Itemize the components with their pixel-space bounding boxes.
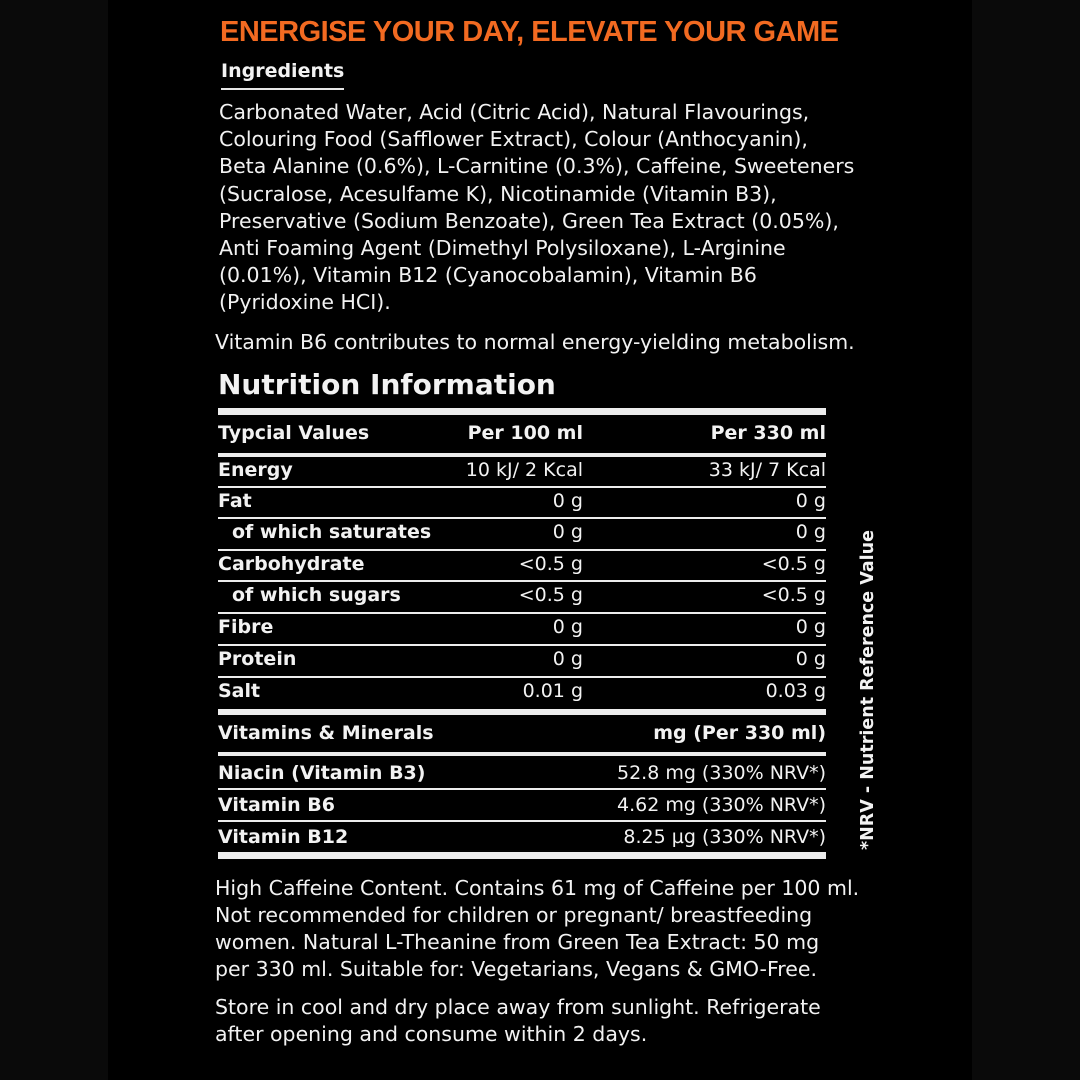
vitamin-row bbox=[218, 758, 826, 788]
row-per-330ml: <0.5 g bbox=[761, 553, 826, 575]
row-label: of which saturates bbox=[232, 521, 432, 543]
ingredients-title: Ingredients bbox=[221, 60, 344, 90]
ingredients-text: Carbonated Water, Acid (Citric Acid), Natural Flavourings, Colouring Food (Safflower Extract), Colour (Anthocyanin), Beta Alanine (0.6%), L-Carnitine (0.3%), Caffeine, Sweeteners (Sucralose, Acesulfame K), Nicotinamide (Vitamin B3), Preservative (Sodium Benzoate), Green Tea Extract (0.05%), Anti Foaming Agent (Dimethyl Polysiloxane), L-Arginine (0.01%), Vitamin B12 (Cyanocobalamin), Vitamin B6 (Pyridoxine HCI). bbox=[219, 100, 855, 315]
headline: ENERGISE YOUR DAY, ELEVATE YOUR GAME bbox=[220, 16, 839, 48]
nrv-footnote: *NRV - Nutrient Reference Value bbox=[858, 530, 878, 850]
header-label: Typcial Values bbox=[218, 422, 370, 444]
row-label: Energy bbox=[218, 459, 293, 481]
table-rule-top bbox=[218, 408, 826, 415]
row-per-100ml: 0 g bbox=[552, 490, 583, 512]
row-per-100ml: 0 g bbox=[552, 521, 583, 543]
row-per-330ml: 0 g bbox=[795, 521, 826, 543]
table-row bbox=[218, 612, 826, 642]
table-row bbox=[218, 455, 826, 485]
row-per-100ml: <0.5 g bbox=[518, 553, 583, 575]
table-row bbox=[218, 580, 826, 610]
row-per-330ml: 0 g bbox=[795, 616, 826, 638]
vitamin-label: Niacin (Vitamin B3) bbox=[218, 762, 426, 784]
table-row bbox=[218, 486, 826, 516]
row-label: Fibre bbox=[218, 616, 274, 638]
row-per-100ml: 0 g bbox=[552, 648, 583, 670]
vitamin-row bbox=[218, 822, 826, 852]
table-rule-thick bbox=[218, 709, 826, 715]
table-row bbox=[218, 549, 826, 579]
header-per-330ml: Per 330 ml bbox=[710, 422, 826, 444]
table-row bbox=[218, 644, 826, 674]
row-label: Fat bbox=[218, 490, 252, 512]
vitamin-label: Vitamin B6 bbox=[218, 794, 335, 816]
vitamin-row bbox=[218, 790, 826, 820]
table-rule-bottom bbox=[218, 852, 826, 859]
vitamin-value: 4.62 mg (330% NRV*) bbox=[616, 794, 826, 816]
vitamin-value: 8.25 µg (330% NRV*) bbox=[623, 826, 826, 848]
row-per-330ml: 0.03 g bbox=[765, 680, 826, 702]
row-per-330ml: 0 g bbox=[795, 490, 826, 512]
header-per-100ml: Per 100 ml bbox=[467, 422, 583, 444]
caffeine-warning: High Caffeine Content. Contains 61 mg of Caffeine per 100 ml. Not recommended for children or pregnant/ breastfeeding women. Natural L-Theanine from Green Tea Extract: 50 mg per 330 ml. Suitable for: Vegetarians, Vegans & GMO-Free. bbox=[215, 876, 860, 981]
row-per-100ml: 10 kJ/ 2 Kcal bbox=[465, 459, 583, 481]
table-rule bbox=[218, 752, 826, 756]
table-row bbox=[218, 517, 826, 547]
row-label: of which sugars bbox=[232, 584, 401, 606]
table-row bbox=[218, 676, 826, 706]
storage-instructions: Store in cool and dry place away from sunlight. Refrigerate after opening and consume within 2 days. bbox=[215, 995, 821, 1046]
row-label: Salt bbox=[218, 680, 261, 702]
vitamins-header-row bbox=[218, 718, 826, 748]
row-label: Protein bbox=[218, 648, 297, 670]
row-per-330ml: 0 g bbox=[795, 648, 826, 670]
nutrition-title: Nutrition Information bbox=[218, 368, 556, 401]
row-per-100ml: 0.01 g bbox=[522, 680, 583, 702]
vitamins-header-label: Vitamins & Minerals bbox=[218, 722, 434, 744]
table-header-row bbox=[218, 418, 826, 448]
health-claim: Vitamin B6 contributes to normal energy-yielding metabolism. bbox=[215, 330, 855, 354]
vitamin-value: 52.8 mg (330% NRV*) bbox=[616, 762, 826, 784]
row-per-100ml: 0 g bbox=[552, 616, 583, 638]
row-label: Carbohydrate bbox=[218, 553, 365, 575]
vitamin-label: Vitamin B12 bbox=[218, 826, 349, 848]
vitamins-header-unit: mg (Per 330 ml) bbox=[653, 722, 826, 744]
row-per-100ml: <0.5 g bbox=[518, 584, 583, 606]
row-per-330ml: <0.5 g bbox=[761, 584, 826, 606]
row-per-330ml: 33 kJ/ 7 Kcal bbox=[708, 459, 826, 481]
